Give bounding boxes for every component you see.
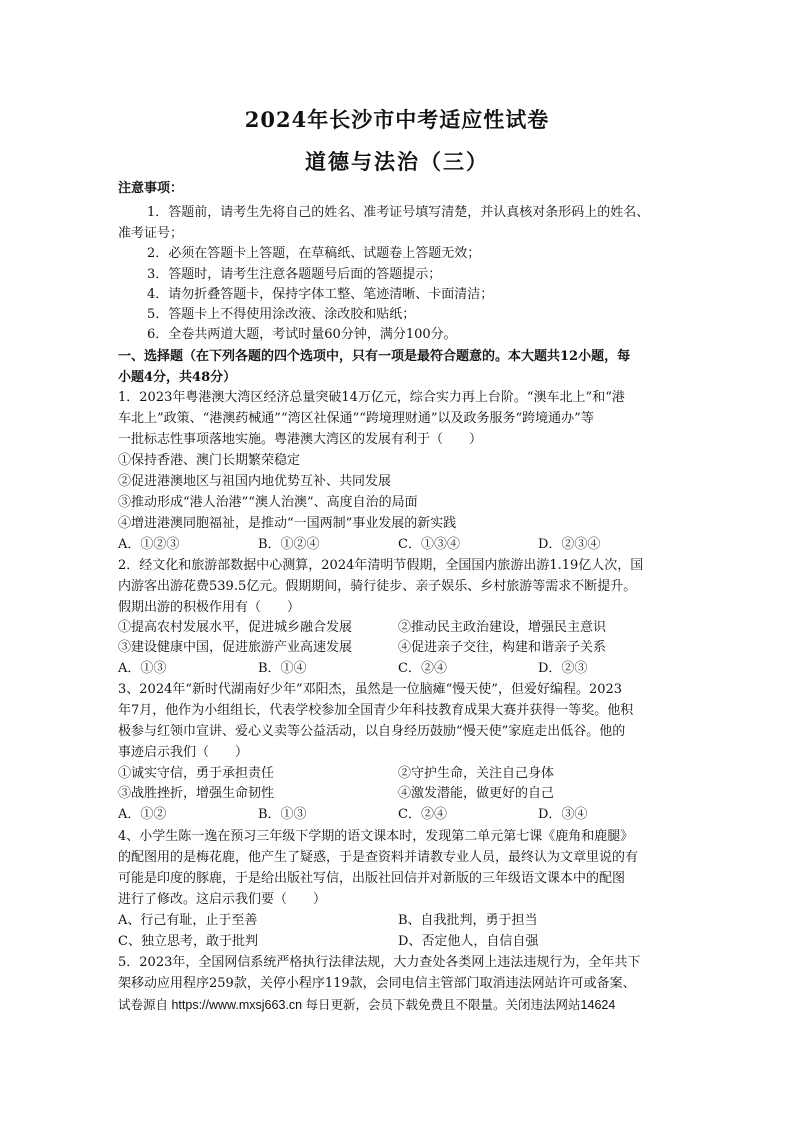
q1-statement-1: ①保持香港、澳门长期繁荣稳定 — [118, 453, 301, 468]
q5-stem-1: 5．2023年，全国网信系统严格执行法律法规，大力查处各类网上违法违规行为，全年共下 — [118, 955, 641, 970]
notice-item-5: 5．答题卡上不得使用涂改液、涂改胶和贴纸； — [147, 307, 416, 322]
q2-stem-1: 2．经文化和旅游部数据中心测算，2024年清明节假期，全国国内旅游出游1.19亿人次，国 — [118, 558, 644, 573]
q3-stem-3: 极参与红领巾宣讲、爱心义卖等公益活动，以自身经历鼓励“慢天使”家庭走出低谷。他的 — [118, 724, 626, 739]
exam-title: 2024年长沙市中考适应性试卷 — [244, 107, 550, 132]
q1-option-a: A．①②③ — [118, 537, 180, 552]
q3-option-c: C．②④ — [398, 807, 447, 822]
q4-option-d: D、否定他人，自信自强 — [398, 934, 539, 949]
q1-stem-1: 1．2023年粤港澳大湾区经济总量突破14万亿元，综合实力再上台阶。“澳车北上”和“港 — [118, 390, 625, 405]
q3-option-b: B．①③ — [258, 807, 307, 822]
q1-statement-3: ③推动形成“港人治港”“澳人治澳”、高度自治的局面 — [118, 495, 418, 510]
q3-option-a: A．①② — [118, 807, 167, 822]
q3-stem-1: 3、2024年“新时代湖南好少年”邓阳杰，虽然是一位脑瘫“慢天使”，但爱好编程。2023 — [118, 682, 623, 697]
q1-option-d: D．②③④ — [538, 537, 601, 552]
q1-option-b: B．①②④ — [258, 537, 320, 552]
exam-subtitle: 道德与法治（三） — [305, 149, 489, 174]
q2-option-a: A．①③ — [118, 661, 167, 676]
footer-watermark: 试卷源自 https://www.mxsj663.cn 每日更新，会员下载免费且不限量。关闭违法网站14624 — [118, 998, 616, 1012]
section-heading-cont: 小题4分，共48分） — [118, 370, 237, 385]
q2-option-d: D．②③ — [538, 661, 588, 676]
q2-statement-4: ④促进亲子交往，构建和谐亲子关系 — [398, 640, 607, 655]
q4-option-b: B、自我批判，勇于担当 — [398, 913, 538, 928]
q3-statement-2: ②守护生命，关注自己身体 — [398, 766, 555, 781]
q3-statement-1: ①诚实守信，勇于承担责任 — [118, 766, 275, 781]
notice-item-4: 4．请勿折叠答题卡，保持字体工整、笔迹清晰、卡面清洁； — [147, 287, 494, 302]
q3-statement-3: ③战胜挫折，增强生命韧性 — [118, 786, 275, 801]
q2-stem-2: 内游客出游花费539.5亿元。假期期间，骑行徒步、亲子娱乐、乡村旅游等需求不断提升。 — [118, 579, 637, 594]
q1-stem-3: 一批标志性事项落地实施。粤港澳大湾区的发展有利于（ ） — [118, 432, 483, 447]
q1-statement-4: ④增进港澳同胞福祉，是推动“一国两制”事业发展的新实践 — [118, 516, 457, 531]
q1-stem-2: 车北上”政策、“港澳药械通”“湾区社保通”“跨境理财通”以及政务服务“跨境通办”等 — [118, 411, 594, 426]
q5-stem-2: 架移动应用程序259款，关停小程序119款，会同电信主管部门取消违法网站许可或备案、 — [118, 976, 636, 991]
q3-statement-4: ④激发潜能，做更好的自己 — [398, 786, 555, 801]
q2-stem-3: 假期出游的积极作用有（ ） — [118, 600, 301, 615]
q3-stem-4: 事迹启示我们（ ） — [118, 745, 249, 760]
q3-stem-2: 年7月，他作为小组组长，代表学校参加全国青少年科技教育成果大赛并获得一等奖。他积 — [118, 703, 634, 718]
q3-option-d: D．③④ — [538, 807, 588, 822]
q4-stem-4: 进行了修改。这启示我们要（ ） — [118, 892, 327, 907]
q1-statement-2: ②促进港澳地区与祖国内地优势互补、共同发展 — [118, 474, 392, 489]
notice-item-3: 3．答题时，请考生注意各题题号后面的答题提示； — [147, 267, 442, 282]
q2-statement-3: ③建设健康中国，促进旅游产业高速发展 — [118, 640, 353, 655]
q4-stem-1: 4、小学生陈一逸在预习三年级下学期的语文课本时，发现第二单元第七课《鹿角和鹿腿》 — [118, 829, 634, 844]
q4-stem-2: 的配图用的是梅花鹿，他产生了疑惑，于是查资料并请教专业人员，最终认为文章里说的有 — [118, 850, 639, 865]
notice-item-6: 6．全卷共两道大题，考试时量60分钟，满分100分。 — [147, 327, 457, 342]
q4-option-a: A、行己有耻，止于至善 — [118, 913, 258, 928]
q1-option-c: C．①③④ — [398, 537, 460, 552]
q2-statement-1: ①提高农村发展水平，促进城乡融合发展 — [118, 620, 353, 635]
q2-option-b: B．①④ — [258, 661, 307, 676]
section-heading: 一、选择题（在下列各题的四个选项中，只有一项是最符合题意的。本大题共12小题，每 — [118, 349, 631, 364]
q2-option-c: C．②④ — [398, 661, 447, 676]
notice-item-1-cont: 准考证号； — [118, 226, 184, 241]
notice-heading: 注意事项： — [118, 181, 184, 196]
notice-item-1: 1．答题前，请考生先将自己的姓名、准考证号填写清楚，并认真核对条形码上的姓名、 — [147, 205, 650, 220]
notice-item-2: 2．必须在答题卡上答题，在草稿纸、试题卷上答题无效； — [147, 246, 481, 261]
q4-option-c: C、独立思考，敢于批判 — [118, 934, 258, 949]
q2-statement-2: ②推动民主政治建设，增强民主意识 — [398, 620, 607, 635]
q4-stem-3: 可能是印度的豚鹿，于是给出版社写信，出版社回信并对新版的三年级语文课本中的配图 — [118, 871, 626, 886]
